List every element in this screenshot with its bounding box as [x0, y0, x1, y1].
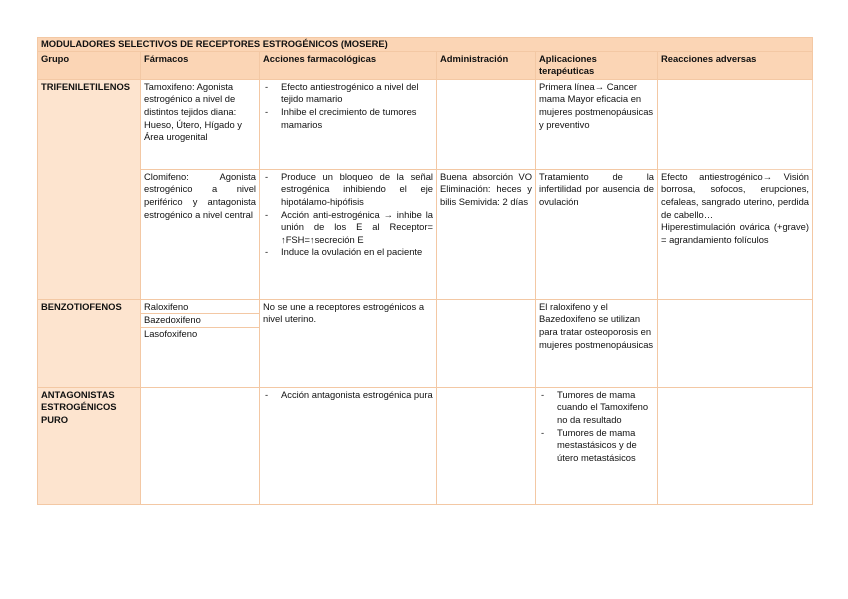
table-header-row [38, 51, 813, 79]
drug-lasofoxifeno: Lasofoxifeno [141, 327, 259, 341]
drugs-benzotiofenos [141, 299, 260, 387]
drug-raloxifeno: Raloxifeno [144, 300, 189, 312]
apps-antagonistas [536, 387, 658, 504]
header-group: Grupo [38, 51, 141, 79]
drug-tamoxifeno: Tamoxifeno: Agonista estrogénico a nivel de distintos tejidos diana: Hueso, Útero, Hígado y Área urogenital [141, 79, 260, 169]
table-row [38, 387, 813, 504]
adverse-benzotiofenos [658, 299, 813, 387]
list-item: - Produce un bloqueo de la señal estrogénica inhibiendo el eje hipotálamo-hipófisis [263, 171, 433, 209]
header-apps: Aplicaciones terapéuticas [536, 51, 658, 79]
header-admin: Administración [437, 51, 536, 79]
drug-bazedoxifeno: Bazedoxifeno [141, 313, 259, 327]
drug-antagonistas [141, 387, 260, 504]
actions-benzotiofenos: No se une a receptores estrogénicos a nivel uterino. [260, 299, 437, 387]
header-adverse: Reacciones adversas [658, 51, 813, 79]
admin-tamoxifeno [437, 79, 536, 169]
list-item: - Induce la ovulación en el paciente [263, 246, 433, 259]
list-item: - Acción antagonista estrogénica pura [263, 389, 433, 402]
apps-clomifeno: Tratamiento de la infertilidad por ausencia de ovulación [536, 169, 658, 299]
actions-clomifeno [260, 169, 437, 299]
drug-clomifeno: Clomifeno: Agonista estrogénico a nivel periférico y antagonista estrogénico a nivel central [141, 169, 260, 299]
adverse-tamoxifeno [658, 79, 813, 169]
table-row [38, 79, 813, 169]
adverse-clomifeno-2: Hiperestimulación ovárica (+grave) = agrandamiento folículos [661, 221, 810, 245]
header-drugs: Fármacos [141, 51, 260, 79]
adverse-clomifeno-1: Efecto antiestrogénico→ Visión borrosa, sofocos, erupciones, cefaleas, sangrado uterino, perdida de cabello… [661, 170, 810, 220]
table-row [38, 299, 813, 387]
mosere-table [37, 37, 813, 505]
admin-antagonistas [437, 387, 536, 504]
adverse-clomifeno [658, 169, 813, 299]
list-item: - Tumores de mama mestastásicos y de útero metastásicos [539, 427, 654, 465]
table-title: MODULADORES SELECTIVOS DE RECEPTORES ESTROGÉNICOS (MOSERE) [38, 38, 813, 52]
header-actions: Acciones farmacológicas [260, 51, 437, 79]
list-item: - Efecto antiestrogénico a nivel del tejido mamario [263, 81, 433, 106]
list-item: - Inhibe el crecimiento de tumores mamarios [263, 106, 433, 131]
group-antagonistas: ANTAGONISTAS ESTROGÉNICOS PURO [38, 387, 141, 504]
group-benzotiofenos: BENZOTIOFENOS [38, 299, 141, 387]
actions-antagonistas [260, 387, 437, 504]
table-title-row [38, 38, 813, 52]
actions-tamoxifeno [260, 79, 437, 169]
list-item: - Acción anti-estrogénica → inhibe la unión de los E al Receptor= ↑FSH=↑secreción E [263, 209, 433, 247]
apps-benzotiofenos: El raloxifeno y el Bazedoxifeno se utilizan para tratar osteoporosis en mujeres postmenopáusicas [536, 299, 658, 387]
adverse-antagonistas [658, 387, 813, 504]
admin-benzotiofenos [437, 299, 536, 387]
list-item: - Tumores de mama cuando el Tamoxifeno no da resultado [539, 389, 654, 427]
apps-tamoxifeno: Primera línea→ Cancer mama Mayor eficacia en mujeres postmenopáusicas y preventivo [536, 79, 658, 169]
admin-clomifeno: Buena absorción VO Eliminación: heces y bilis Semivida: 2 días [437, 169, 536, 299]
group-trifeniletilenos: TRIFENILETILENOS [38, 79, 141, 299]
table-row [38, 169, 813, 299]
